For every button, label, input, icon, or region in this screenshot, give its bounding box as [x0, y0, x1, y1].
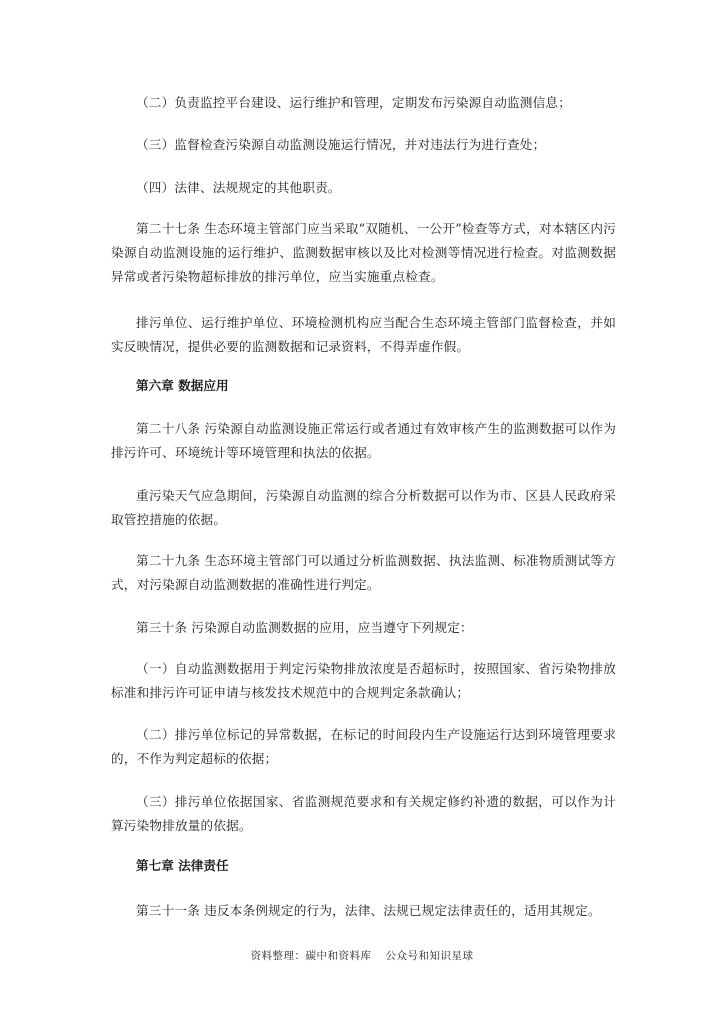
paragraph-rule-1: （一）自动监测数据用于判定污染物排放浓度是否超标时，按照国家、省污染物排放标准和排污许可证申请与核发技术规范中的合规判定条款确认；	[111, 661, 616, 700]
footer-source: 资料整理：碳中和资料库	[250, 950, 372, 962]
paragraph-article-27: 第二十七条 生态环境主管部门应当采取“双随机、一公开”检查等方式，对本辖区内污染源自动监测设施的运行维护、监测数据审核以及比对检测等情况进行检查。对监测数据异常或者污染物超标排放的排污单位，应当实施重点检查。	[111, 221, 616, 284]
paragraph-item-2: （二）负责监控平台建设、运行维护和管理，定期发布污染源自动监测信息；	[136, 95, 571, 110]
paragraph-article-31: 第三十一条 违反本条例规定的行为，法律、法规已规定法律责任的，适用其规定。	[136, 903, 601, 918]
paragraph-rule-3: （三）排污单位依据国家、省监测规范要求和有关规定修约补遗的数据，可以作为计算污染物排放量的依据。	[111, 794, 616, 833]
paragraph-item-3: （三）监督检查污染源自动监测设施运行情况，并对违法行为进行查处；	[136, 137, 546, 152]
paragraph-heavy-pollution: 重污染天气应急期间，污染源自动监测的综合分析数据可以作为市、区县人民政府采取管控措施的依据。	[111, 488, 616, 527]
chapter-7-heading: 第七章 法律责任	[136, 858, 229, 873]
paragraph-item-4: （四）法律、法规规定的其他职责。	[136, 180, 341, 195]
paragraph-article-30: 第三十条 污染源自动监测数据的应用，应当遵守下列规定：	[136, 620, 473, 635]
footer-channel: 公众号和知识星球	[385, 950, 474, 962]
paragraph-article-28: 第二十八条 污染源自动监测设施正常运行或者通过有效审核产生的监测数据可以作为排污许可、环境统计等环境管理和执法的依据。	[111, 421, 616, 460]
paragraph-cooperation: 排污单位、运行维护单位、环境检测机构应当配合生态环境主管部门监督检查，并如实反映情况，提供必要的监测数据和记录资料，不得弄虚作假。	[111, 315, 616, 354]
paragraph-article-29: 第二十九条 生态环境主管部门可以通过分析监测数据、执法监测、标准物质测试等方式，对污染源自动监测数据的准确性进行判定。	[111, 553, 616, 592]
chapter-6-heading: 第六章 数据应用	[136, 378, 229, 393]
page-footer	[0, 946, 724, 966]
paragraph-rule-2: （二）排污单位标记的异常数据，在标记的时间段内生产设施运行达到环境管理要求的，不作为判定超标的依据；	[111, 727, 616, 766]
